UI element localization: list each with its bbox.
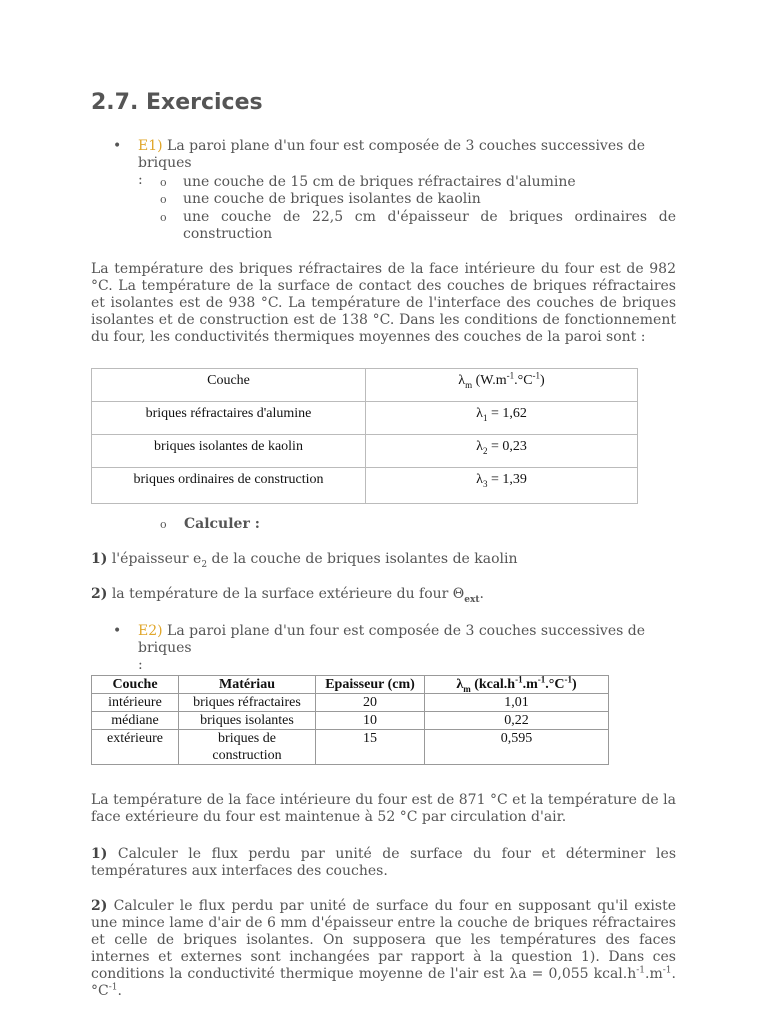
question-text: la température de la surface extérieure du four $\Theta_{ext}$. — [111, 586, 484, 605]
table-cell: intérieure — [92, 694, 179, 712]
circle-bullet-icon: o — [160, 176, 167, 189]
table-header-row — [92, 369, 638, 402]
question-text: l'épaisseur $e_2$ de la couche de briques isolantes de kaolin — [111, 551, 518, 570]
table-cell: 10 — [316, 712, 425, 730]
e1-layer-1: une couche de 15 cm de briques réfractaires d'alumine — [183, 174, 576, 190]
e1-question-2 — [91, 586, 676, 603]
table-cell: briques réfractaires d'alumine — [92, 402, 366, 435]
table-cell: 15 — [316, 730, 425, 765]
e1-intro-colon: : — [138, 172, 143, 188]
e1-calculer: Calculer : — [184, 516, 260, 532]
e1-conductivity-table — [91, 368, 638, 504]
table-cell: briques réfractaires — [179, 694, 316, 712]
e1-layer-3: une couche de 22,5 cm d'épaisseur de briques ordinaires de construction — [183, 209, 676, 242]
table-row — [92, 468, 638, 504]
question-number: 2) — [91, 586, 108, 602]
question-text: Calculer le flux perdu par unité de surface du four en supposant qu'il existe une mince lame d'air de 6 mm d'épaisseur entre la couche de briques réfractaires et celle de briques isolantes. On supposera que les températures des faces internes et externes sont inchangées par rapport à la question 1). Dans ces conditions la conductivité thermique moyenne de l'air est λa = 0,055 $kcal.h^{-1}.m^{-1}.^\circ C^{-1}$. — [91, 898, 677, 999]
e1-paragraph: La température des briques réfractaires de la face intérieure du four est de 982 °C. La température de la surface de contact des couches de briques réfractaires et isolantes est de 938 °C. La température de l'interface des couches de briques isolantes et de construction est de 138 °C. Dans les conditions de fonctionnement du four, les conductivités thermiques moyennes des couches de la paroi sont : — [91, 261, 676, 345]
table-row — [92, 435, 638, 468]
table-header-cell: Matériau — [179, 676, 316, 694]
e2-layers-table — [91, 675, 609, 765]
table-cell: 1,01 — [425, 694, 609, 712]
question-number: 1) — [91, 551, 108, 567]
table-header-row — [92, 676, 609, 694]
e2-question-1 — [91, 846, 676, 880]
question-text: Calculer le flux perdu par unité de surface du four et déterminer les températures aux interfaces des couches. — [91, 846, 676, 879]
e2-intro-text: La paroi plane d'un four est composée de 3 couches successives de briques — [138, 623, 645, 656]
table-cell: 0,22 — [425, 712, 609, 730]
table-cell: 0,595 — [425, 730, 609, 765]
circle-bullet-icon: o — [160, 211, 167, 224]
bullet-icon: • — [113, 623, 122, 639]
e2-label: E2) — [138, 623, 163, 639]
table-row — [92, 694, 609, 712]
table-cell: briques de construction — [179, 730, 316, 765]
table-cell: médiane — [92, 712, 179, 730]
e2-paragraph: La température de la face intérieure du four est de 871 °C et la température de la face extérieure du four est maintenue à 52 °C par circulation d'air. — [91, 792, 676, 825]
table-row — [92, 712, 609, 730]
table-header-cell: Couche — [92, 676, 179, 694]
table-cell: $\lambda_3 = 1,39$ — [366, 468, 638, 504]
e1-label: E1) — [138, 138, 163, 154]
section-title: 2.7. Exercices — [91, 90, 263, 115]
table-cell: extérieure — [92, 730, 179, 765]
table-cell: briques ordinaires de construction — [92, 468, 366, 504]
e2-intro-colon: : — [138, 657, 143, 673]
table-header-cell: Couche — [92, 369, 366, 402]
table-cell: $\lambda_1 = 1,62$ — [366, 402, 638, 435]
question-number: 2) — [91, 898, 108, 914]
circle-bullet-icon: o — [160, 193, 167, 206]
table-cell: briques isolantes — [179, 712, 316, 730]
e1-intro-text: La paroi plane d'un four est composée de 3 couches successives de briques — [138, 138, 645, 171]
e2-question-2 — [91, 898, 676, 1000]
table-cell: $\lambda_2 = 0,23$ — [366, 435, 638, 468]
table-header-cell: Epaisseur (cm) — [316, 676, 425, 694]
circle-bullet-icon: o — [160, 518, 167, 531]
table-row — [92, 402, 638, 435]
table-header-cell: $\lambda_m$ $(kcal.h^{-1}.m^{-1}.^\circ C^{-1})$ — [425, 676, 609, 694]
table-header-cell: $\lambda_m$ $(W.m^{-1}.^\circ C^{-1})$ — [366, 369, 638, 402]
bullet-icon: • — [113, 138, 122, 154]
table-row — [92, 730, 609, 765]
question-number: 1) — [91, 846, 108, 862]
e1-layer-2: une couche de briques isolantes de kaolin — [183, 191, 481, 207]
table-cell: 20 — [316, 694, 425, 712]
e2-intro — [138, 623, 676, 674]
e1-question-1 — [91, 551, 676, 568]
table-cell: briques isolantes de kaolin — [92, 435, 366, 468]
